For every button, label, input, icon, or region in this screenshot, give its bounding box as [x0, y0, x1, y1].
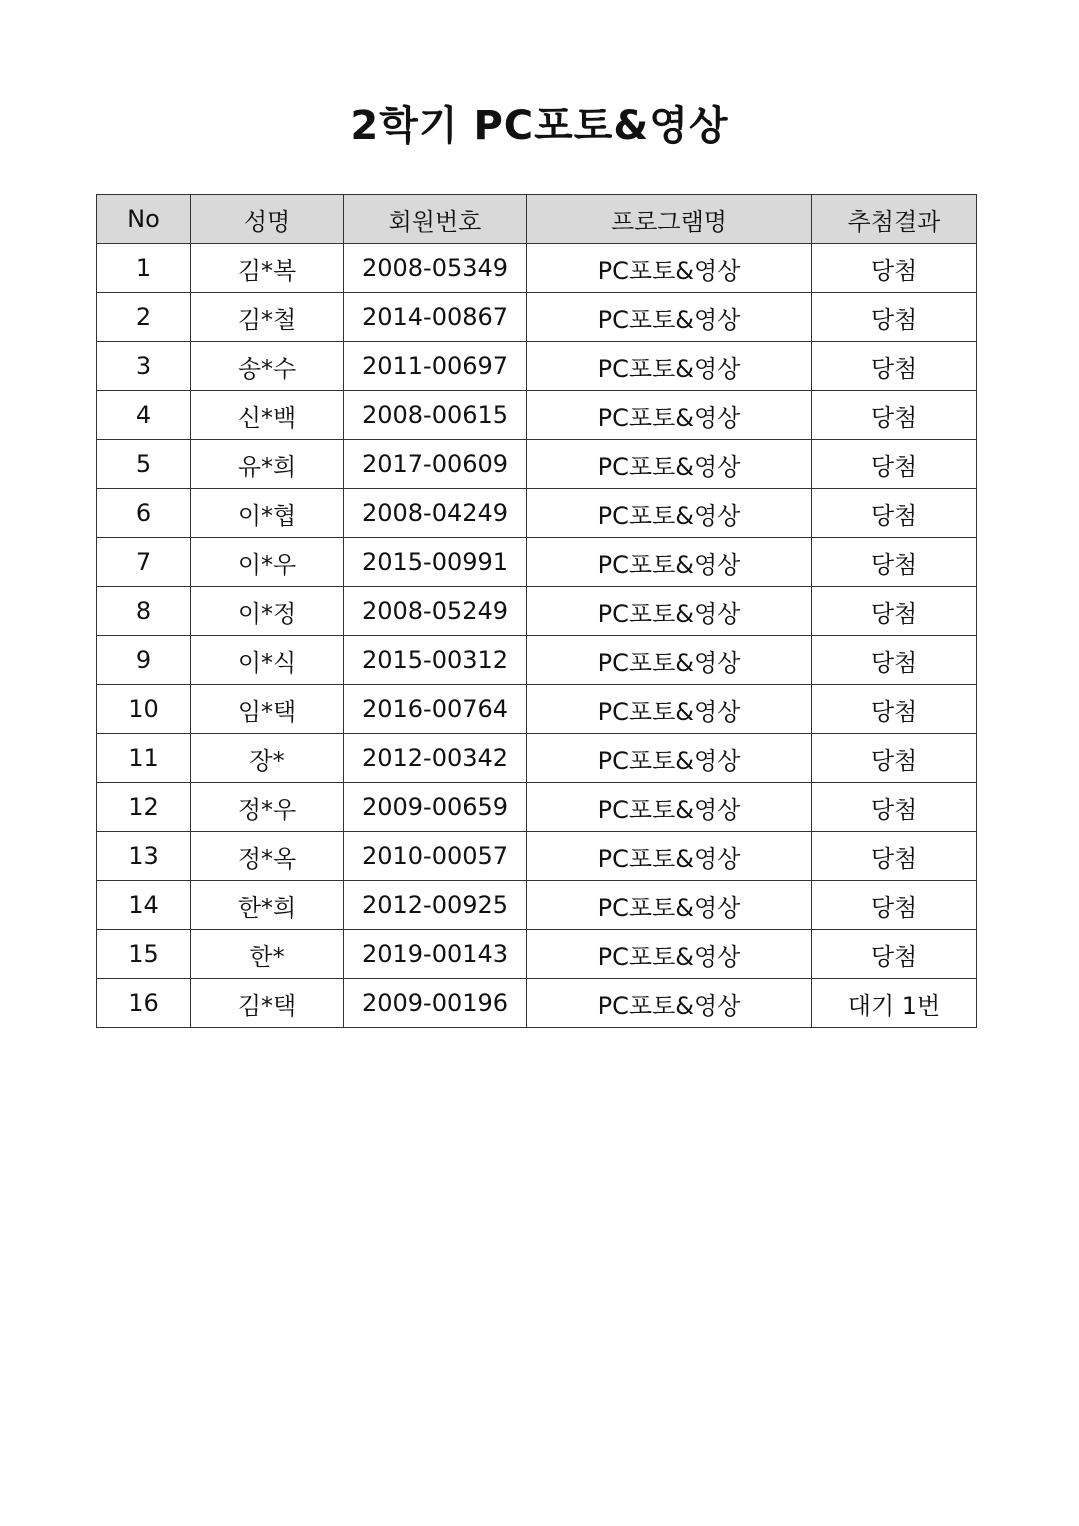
cell-draw-result: 당첨: [812, 930, 977, 979]
cell-draw-result: 당첨: [812, 783, 977, 832]
table-row: [97, 734, 977, 783]
cell-name: 임*택: [191, 685, 344, 734]
table-row: [97, 881, 977, 930]
cell-draw-result: 당첨: [812, 342, 977, 391]
cell-member-number: 2015-00991: [344, 538, 527, 587]
cell-name: 김*복: [191, 244, 344, 293]
cell-member-number: 2009-00659: [344, 783, 527, 832]
cell-no: 7: [97, 538, 191, 587]
cell-draw-result: 당첨: [812, 832, 977, 881]
cell-program-name: PC포토&영상: [527, 636, 812, 685]
cell-draw-result: 당첨: [812, 293, 977, 342]
cell-draw-result: 당첨: [812, 391, 977, 440]
cell-name: 신*백: [191, 391, 344, 440]
table-row: [97, 244, 977, 293]
cell-program-name: PC포토&영상: [527, 587, 812, 636]
table-row: [97, 832, 977, 881]
table-row: [97, 930, 977, 979]
table-row: [97, 489, 977, 538]
table-row: [97, 440, 977, 489]
cell-program-name: PC포토&영상: [527, 685, 812, 734]
cell-no: 9: [97, 636, 191, 685]
cell-no: 8: [97, 587, 191, 636]
cell-program-name: PC포토&영상: [527, 783, 812, 832]
cell-member-number: 2008-00615: [344, 391, 527, 440]
cell-no: 6: [97, 489, 191, 538]
table-row: [97, 391, 977, 440]
cell-name: 한*: [191, 930, 344, 979]
cell-no: 1: [97, 244, 191, 293]
table-row: [97, 293, 977, 342]
cell-program-name: PC포토&영상: [527, 538, 812, 587]
table-body: [97, 244, 977, 1028]
cell-name: 이*식: [191, 636, 344, 685]
page-title: 2학기 PC포토&영상: [350, 103, 729, 149]
cell-no: 4: [97, 391, 191, 440]
cell-no: 12: [97, 783, 191, 832]
cell-member-number: 2010-00057: [344, 832, 527, 881]
table-row: [97, 636, 977, 685]
cell-name: 이*우: [191, 538, 344, 587]
cell-program-name: PC포토&영상: [527, 930, 812, 979]
cell-no: 5: [97, 440, 191, 489]
cell-member-number: 2019-00143: [344, 930, 527, 979]
table-row: [97, 979, 977, 1028]
cell-member-number: 2012-00925: [344, 881, 527, 930]
cell-name: 김*철: [191, 293, 344, 342]
cell-member-number: 2016-00764: [344, 685, 527, 734]
table-row: [97, 538, 977, 587]
table-row: [97, 685, 977, 734]
cell-name: 유*희: [191, 440, 344, 489]
cell-program-name: PC포토&영상: [527, 734, 812, 783]
table-header-row: [97, 195, 977, 244]
cell-draw-result: 당첨: [812, 538, 977, 587]
cell-program-name: PC포토&영상: [527, 293, 812, 342]
cell-member-number: 2014-00867: [344, 293, 527, 342]
cell-member-number: 2008-05349: [344, 244, 527, 293]
table-row: [97, 587, 977, 636]
cell-no: 15: [97, 930, 191, 979]
cell-no: 10: [97, 685, 191, 734]
header-name: 성명: [191, 195, 344, 244]
cell-name: 송*수: [191, 342, 344, 391]
cell-name: 김*택: [191, 979, 344, 1028]
cell-member-number: 2011-00697: [344, 342, 527, 391]
cell-member-number: 2008-05249: [344, 587, 527, 636]
cell-draw-result: 당첨: [812, 587, 977, 636]
cell-draw-result: 당첨: [812, 685, 977, 734]
header-member-number: 회원번호: [344, 195, 527, 244]
cell-no: 3: [97, 342, 191, 391]
cell-name: 이*정: [191, 587, 344, 636]
cell-member-number: 2009-00196: [344, 979, 527, 1028]
cell-draw-result: 당첨: [812, 734, 977, 783]
cell-no: 2: [97, 293, 191, 342]
cell-program-name: PC포토&영상: [527, 489, 812, 538]
cell-name: 이*협: [191, 489, 344, 538]
cell-draw-result: 당첨: [812, 440, 977, 489]
cell-name: 정*옥: [191, 832, 344, 881]
cell-name: 한*희: [191, 881, 344, 930]
cell-program-name: PC포토&영상: [527, 979, 812, 1028]
header-program-name: 프로그램명: [527, 195, 812, 244]
cell-name: 정*우: [191, 783, 344, 832]
cell-member-number: 2008-04249: [344, 489, 527, 538]
cell-program-name: PC포토&영상: [527, 342, 812, 391]
header-no: No: [97, 195, 191, 244]
cell-member-number: 2017-00609: [344, 440, 527, 489]
table-row: [97, 783, 977, 832]
cell-program-name: PC포토&영상: [527, 881, 812, 930]
cell-member-number: 2012-00342: [344, 734, 527, 783]
cell-no: 14: [97, 881, 191, 930]
cell-member-number: 2015-00312: [344, 636, 527, 685]
cell-program-name: PC포토&영상: [527, 440, 812, 489]
cell-no: 16: [97, 979, 191, 1028]
cell-draw-result: 당첨: [812, 636, 977, 685]
cell-draw-result: 당첨: [812, 489, 977, 538]
cell-program-name: PC포토&영상: [527, 244, 812, 293]
cell-draw-result: 대기 1번: [812, 979, 977, 1028]
lottery-result-table: [96, 194, 977, 1028]
table-row: [97, 342, 977, 391]
cell-draw-result: 당첨: [812, 881, 977, 930]
cell-program-name: PC포토&영상: [527, 832, 812, 881]
cell-no: 11: [97, 734, 191, 783]
header-draw-result: 추첨결과: [812, 195, 977, 244]
cell-draw-result: 당첨: [812, 244, 977, 293]
cell-no: 13: [97, 832, 191, 881]
cell-program-name: PC포토&영상: [527, 391, 812, 440]
cell-name: 장*: [191, 734, 344, 783]
